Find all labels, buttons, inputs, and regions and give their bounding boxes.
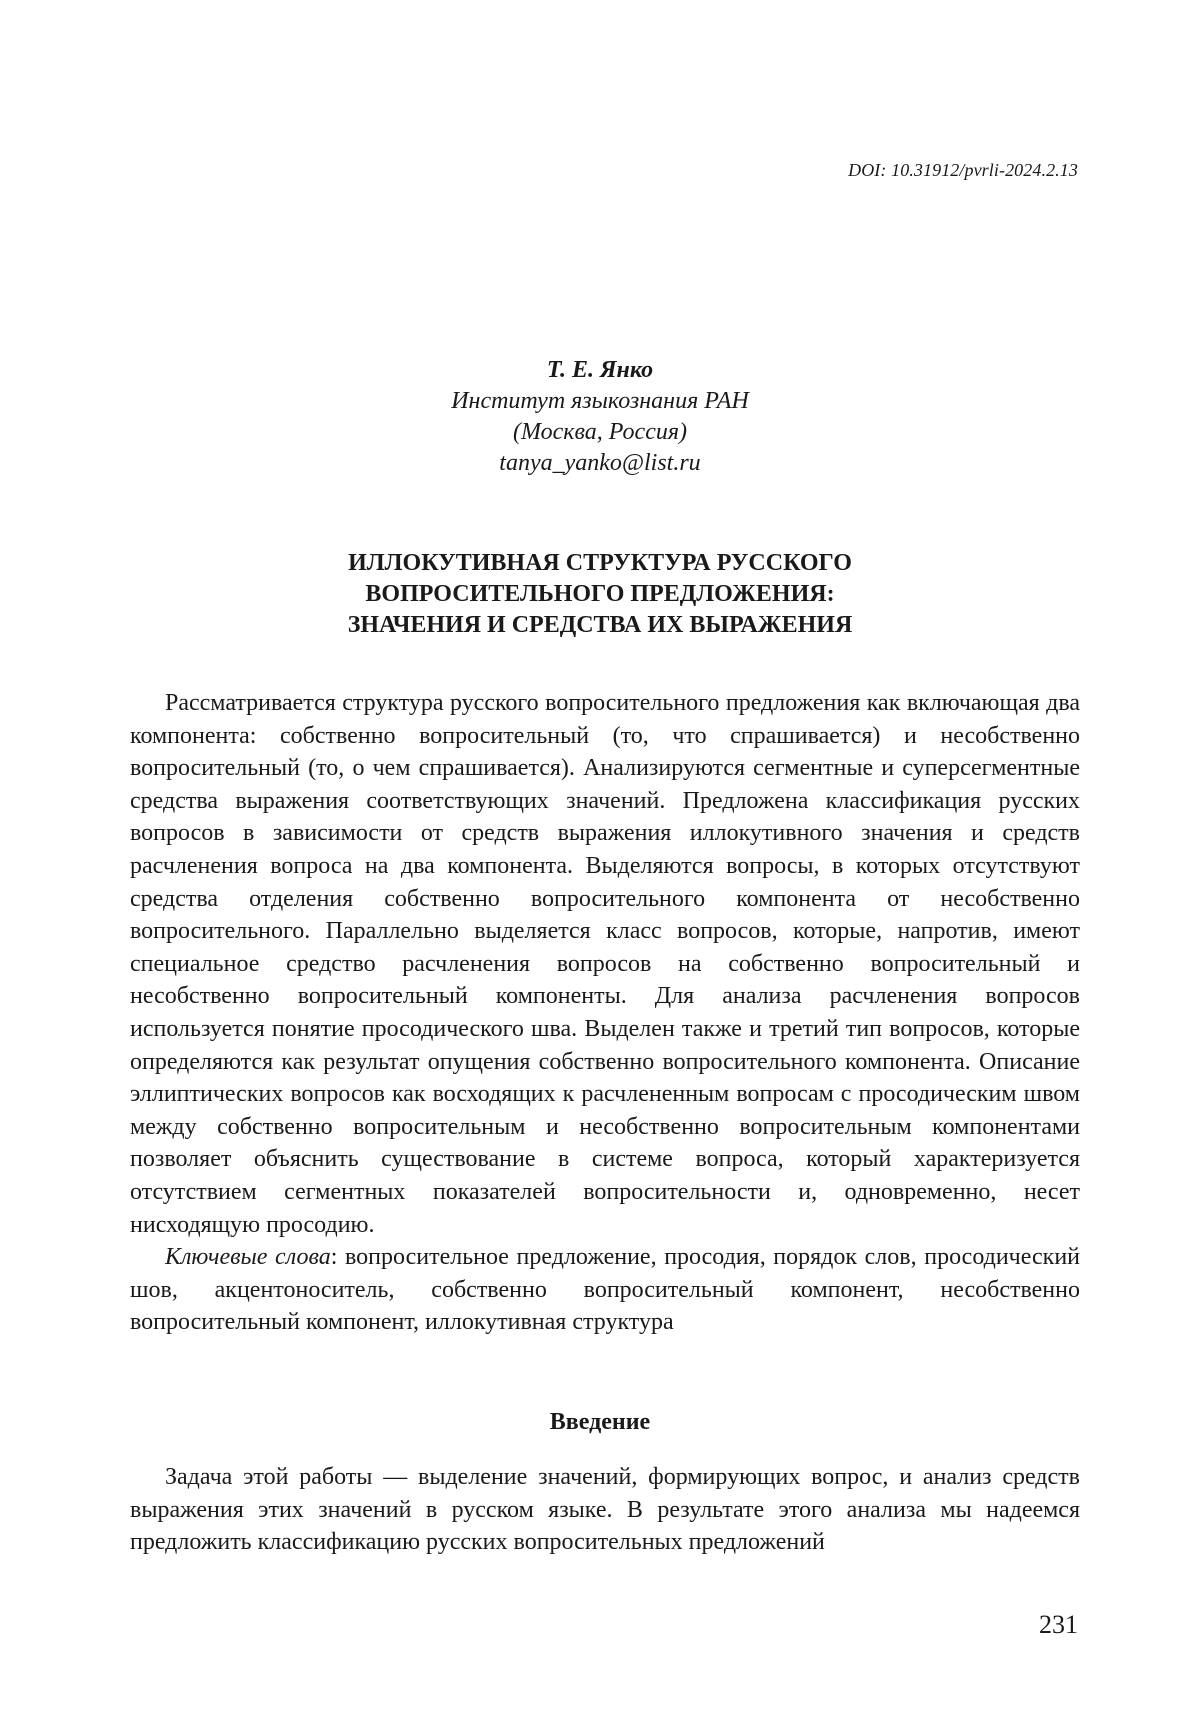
doi-label: DOI: 10.31912/pvrli-2024.2.13 — [848, 160, 1078, 180]
title-line-1: ИЛЛОКУТИВНАЯ СТРУКТУРА РУССКОГО — [348, 550, 852, 576]
author-location: (Москва, Россия) — [512, 419, 688, 445]
page-number: 231 — [1039, 1610, 1078, 1639]
author-name: Т. Е. Янко — [546, 357, 654, 383]
author-block — [0, 355, 1200, 479]
title-line-2: ВОПРОСИТЕЛЬНОГО ПРЕДЛОЖЕНИЯ: — [365, 581, 835, 607]
section-heading: Введение — [549, 1409, 651, 1435]
title-line-3: ЗНАЧЕНИЯ И СРЕДСТВА ИХ ВЫРАЖЕНИЯ — [347, 612, 853, 638]
intro-paragraph: Задача этой работы — выделение значений, формирующих вопрос, и анализ средств выражения этих значений в русском языке. В результате этого анализа мы надеемся предложить классификацию русских вопросительных предложений — [130, 1464, 1080, 1556]
abstract-paragraph: Рассматривается структура русского вопросительного предложения как включающая два компонента: собственно вопросительный (то, что спрашивается) и несобственно вопросительный (то, о чем спрашивается). Анализируются сегментные и суперсегментные средства выражения соответствующих значений. Предложена классификация русских вопросов в зависимости от средств выражения иллокутивного значения и средств расчленения вопроса на два компонента. Выделяются вопросы, в которых отсутствуют средства отделения собственно вопросительного компонента от несобственно вопросительного. Параллельно выделяется класс вопросов, которые, напротив, имеют специальное средство расчленения вопросов на собственно вопросительный и несобственно вопросительный компоненты. Для анализа расчленения вопросов используется понятие просодического шва. Выделен также и третий тип вопросов, которые определяются как результат опущения собственно вопросительного компонента. Описание эллиптических вопросов как восходящих к расчлененным вопросам с просодическим швом между собственно вопросительным и несобственно вопросительным компонентами позволяет объяснить существование в системе вопроса, который характеризуется отсутствием сегментных показателей вопросительности и, одновременно, несет нисходящую просодию. — [130, 690, 1080, 1238]
keywords-text: : вопросительное предложение, просодия, порядок слов, просодический шов, акцентоноситель, собственно вопросительный компонент, несобственно вопросительный компонент, иллокутивная структура — [130, 1244, 1081, 1336]
article-title — [0, 548, 1200, 641]
author-email[interactable]: tanya_yanko@list.ru — [499, 450, 701, 476]
author-affiliation: Институт языкознания РАН — [451, 388, 749, 414]
abstract-section — [130, 687, 1080, 1339]
keywords-paragraph — [130, 1241, 1080, 1339]
intro-section — [130, 1461, 1080, 1559]
keywords-label: Ключевые слова — [165, 1244, 331, 1271]
